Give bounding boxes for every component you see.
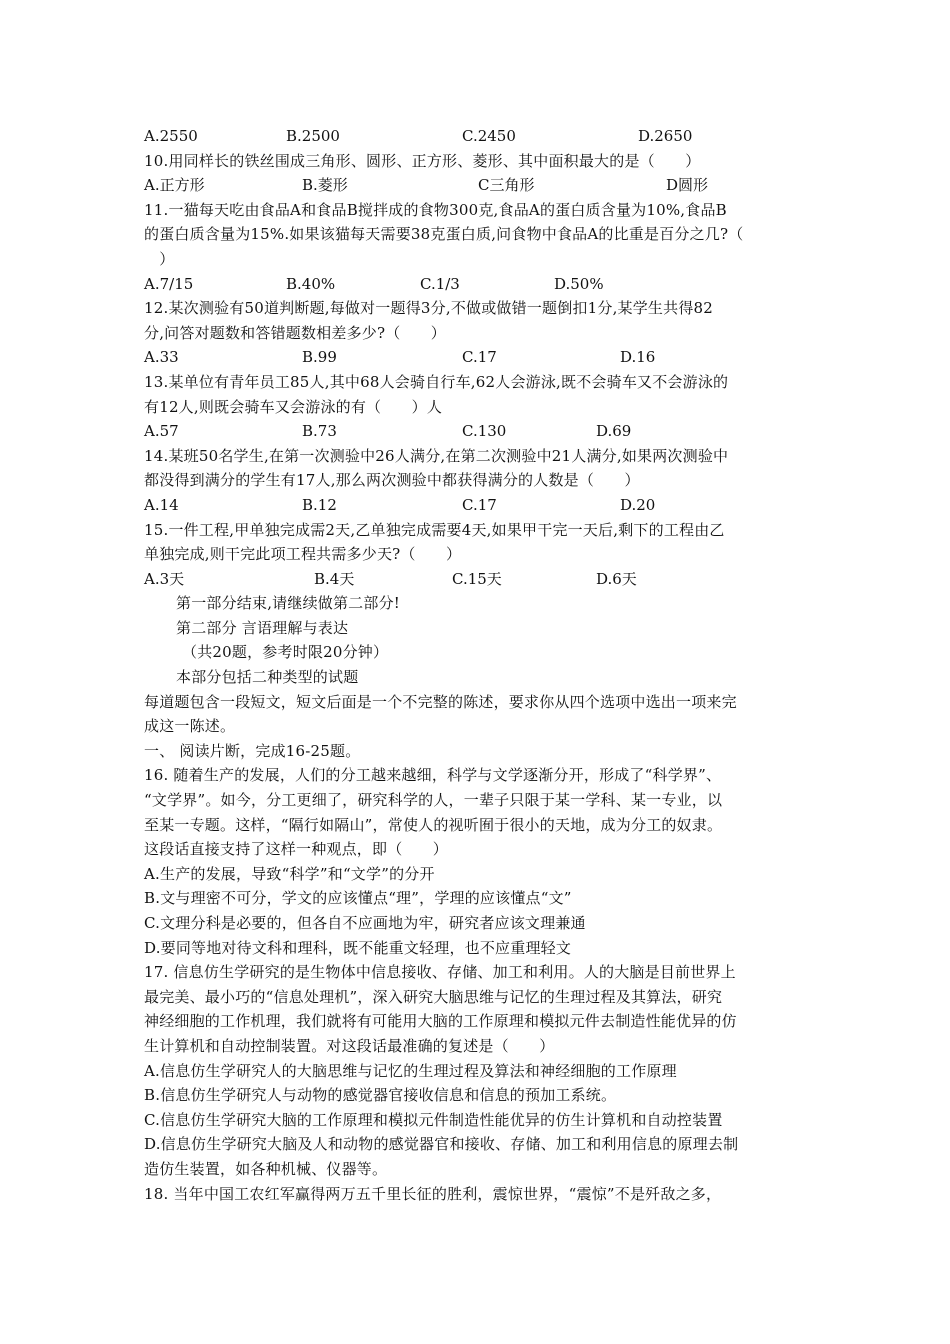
q17-option-c: C.信息仿生学研究大脑的工作原理和模拟元件制造性能优异的仿生计算机和自动控装置 [144,1110,723,1129]
q16-stem-line: “文学界”。如今，分工更细了，研究科学的人，一辈子只限于某一学科、某一专业，以 [144,791,723,810]
q12-option-d: D.16 [620,348,656,367]
q12-option-c: C.17 [462,348,497,367]
q12-stem-line: 12.某次测验有50道判断题,每做对一题得3分,不做或做错一题倒扣1分,某学生共得82 [144,299,714,318]
q13-option-c: C.130 [462,422,507,441]
part2-title: 第二部分 言语理解与表达 [176,618,349,637]
q17-option-a: A.信息仿生学研究人的大脑思维与记忆的生理过程及算法和神经细胞的工作原理 [144,1061,677,1080]
q9-option-b: B.2500 [286,127,340,145]
q10-option-a: A.正方形 [144,176,205,195]
q18-stem-line: 18. 当年中国工农红军赢得两万五千里长征的胜利，震惊世界，“震惊”不是歼敌之多， [144,1184,722,1203]
q17-stem-line: 17. 信息仿生学研究的是生物体中信息接收、存储、加工和利用。人的大脑是目前世界上 [144,963,736,982]
q13-stem-line: 13.某单位有青年员工85人,其中68人会骑自行车,62人会游泳,既不会骑车又不会游泳的 [144,372,729,391]
q13-option-d: D.69 [596,422,632,441]
q10-option-b: B.菱形 [302,176,348,195]
exam-page [144,124,814,1206]
q12-options [144,345,814,370]
q10-option-d: D圆形 [666,176,709,195]
q12-option-b: B.99 [302,348,337,367]
instructions-line: 成这一陈述。 [144,717,236,736]
q11-option-b: B.40% [286,274,336,293]
q16-option-b: B.文与理密不可分，学文的应该懂点“理”，学理的应该懂点“文” [144,889,572,908]
part1-end-note: 第一部分结束,请继续做第二部分! [176,594,400,613]
q15-stem-line: 单独完成,则干完此项工程共需多少天?（ ） [144,545,462,564]
q12-option-a: A.33 [144,348,179,367]
q15-option-a: A.3天 [144,569,185,588]
q16-stem-line: 16. 随着生产的发展，人们的分工越来越细，科学与文学逐渐分开，形成了“科学界”、 [144,766,722,785]
part2-note: （共20题，参考时限20分钟） [182,643,389,662]
q11-option-c: C.1/3 [420,274,460,293]
q9-option-c: C.2450 [462,127,516,145]
q10-option-c: C三角形 [478,176,535,195]
q14-stem-line: 14.某班50名学生,在第一次测验中26人满分,在第二次测验中21人满分,如果两次测验中 [144,446,729,465]
q9-options [144,124,814,149]
q16-option-d: D.要同等地对待文科和理科，既不能重文轻理，也不应重理轻文 [144,938,572,957]
q14-stem-line: 都没得到满分的学生有17人,那么两次测验中都获得满分的人数是（ ） [144,471,640,490]
q17-stem-line: 最完美、最小巧的“信息处理机”，深入研究大脑思维与记忆的生理过程及其算法，研究 [144,987,723,1006]
q13-option-b: B.73 [302,422,337,441]
q11-stem-line: 11.一猫每天吃由食品A和食品B搅拌成的食物300克,食品A的蛋白质含量为10%,食品B [144,200,727,219]
q13-options [144,419,814,444]
q10-stem: 10.用同样长的铁丝围成三角形、圆形、正方形、菱形、其中面积最大的是（ ） [144,151,701,170]
q17-stem-line: 生计算机和自动控制装置。对这段话最准确的复述是（ ） [144,1036,555,1055]
q14-option-a: A.14 [144,495,179,514]
q17-option-d: D.信息仿生学研究大脑及人和动物的感觉器官和接收、存储、加工和利用信息的原理去制 [144,1135,739,1154]
instructions-line: 每道题包含一段短文，短文后面是一个不完整的陈述，要求你从四个选项中选出一项来完 [144,692,737,711]
q15-option-d: D.6天 [596,569,637,588]
q13-option-a: A.57 [144,422,179,441]
part2-types: 本部分包括二种类型的试题 [176,668,359,687]
q16-stem-line: 这段话直接支持了这样一种观点，即（ ） [144,840,449,859]
q12-stem-line: 分,问答对题数和答错题数相差多少?（ ） [144,323,447,342]
section-heading: 一、 阅读片断，完成16-25题。 [144,741,361,760]
q16-option-c: C.文理分科是必要的，但各自不应画地为牢，研究者应该文理兼通 [144,914,586,932]
q15-option-b: B.4天 [314,569,355,588]
q15-stem-line: 15.一件工程,甲单独完成需2天,乙单独完成需要4天,如果甲干完一天后,剩下的工程由乙 [144,520,725,539]
q17-stem-line: 神经细胞的工作机理，我们就将有可能用大脑的工作原理和模拟元件去制造性能优异的仿 [144,1012,737,1031]
q15-option-c: C.15天 [452,569,502,588]
q13-stem-line: 有12人,则既会骑车又会游泳的有（ ）人 [144,397,443,416]
q9-option-d: D.2650 [638,127,693,145]
q11-stem-line: 的蛋白质含量为15%.如果该猫每天需要38克蛋白质,问食物中食品A的比重是百分之几?（ [144,225,744,244]
q10-options [144,173,814,198]
q14-option-d: D.20 [620,495,656,514]
q9-option-a: A.2550 [144,127,198,145]
q11-option-d: D.50% [554,274,604,293]
q11-option-a: A.7/15 [144,274,194,293]
q11-options [144,272,814,297]
q14-option-c: C.17 [462,495,497,514]
q14-options [144,493,814,518]
q17-option-d-cont: 造仿生装置，如各种机械、仪器等。 [144,1159,388,1178]
q15-options [144,567,814,592]
q11-stem-line: ） [144,249,175,268]
q16-stem-line: 至某一专题。这样，“隔行如隔山”，常使人的视听囿于很小的天地，成为分工的奴隶。 [144,815,723,834]
q14-option-b: B.12 [302,495,337,514]
q16-option-a: A.生产的发展，导致“科学”和“文学”的分开 [144,864,435,883]
q17-option-b: B.信息仿生学研究人与动物的感觉器官接收信息和信息的预加工系统。 [144,1086,617,1105]
